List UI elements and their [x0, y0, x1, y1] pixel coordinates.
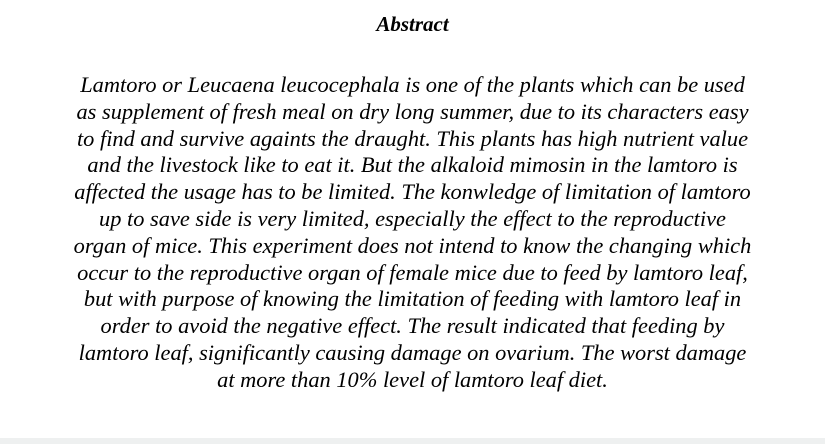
abstract-line: order to avoid the negative effect. The result indicated that feeding by	[100, 313, 725, 339]
abstract-line: and the livestock like to eat it. But the alkaloid mimosin in the lamtoro is	[87, 152, 738, 178]
abstract-line: lamtoro leaf, significantly causing damage on ovarium. The worst damage	[78, 339, 747, 365]
abstract-line: affected the usage has to be limited. The konwledge of limitation of lamtoro	[74, 179, 751, 205]
abstract-line: at more than 10% level of lamtoro leaf diet.	[217, 366, 608, 392]
abstract-line: organ of mice. This experiment does not intend to know the changing which	[73, 232, 752, 258]
page-bottom-edge	[0, 438, 825, 444]
abstract-body	[0, 72, 825, 394]
abstract-line: but with purpose of knowing the limitation of feeding with lamtoro leaf in	[83, 286, 742, 312]
abstract-heading: Abstract	[376, 12, 449, 36]
abstract-line: as supplement of fresh meal on dry long summer, due to its characters easy	[76, 98, 749, 124]
abstract-line: to find and survive againts the draught. This plants has high nutrient value	[76, 125, 749, 151]
abstract-line: Lamtoro or Leucaena leucocephala is one of the plants which can be used	[80, 72, 745, 97]
abstract-line: occur to the reproductive organ of female mice due to feed by lamtoro leaf,	[77, 259, 748, 285]
abstract-line: up to save side is very limited, especially the effect to the reproductive	[99, 205, 726, 231]
